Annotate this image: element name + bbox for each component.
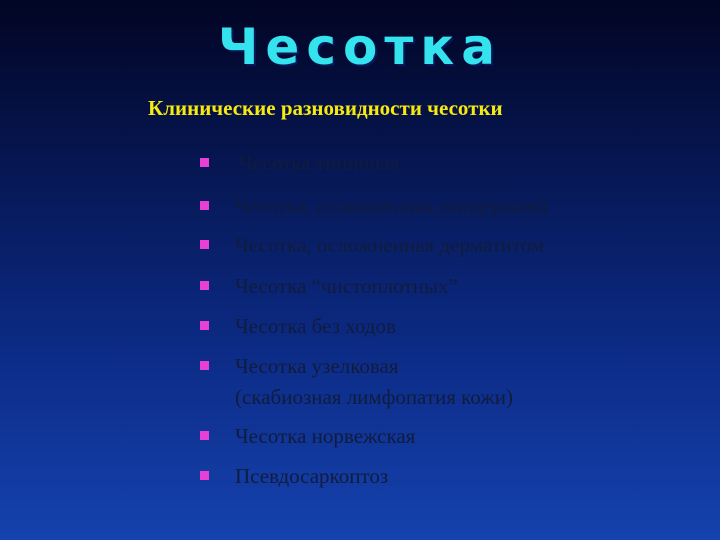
square-bullet-icon (200, 158, 209, 167)
slide-title: Чесотка (218, 18, 502, 76)
square-bullet-icon (200, 321, 209, 330)
list-item-text-continuation: (скабиозная лимфопатия кожи) (235, 385, 514, 409)
slide-subtitle: Клинические разновидности чесотки (148, 96, 503, 120)
list-item-text: Чесотка без ходов (235, 314, 396, 338)
list-item-text: Чесотка, осложненная дерматитом (235, 233, 545, 257)
square-bullet-icon (200, 201, 209, 210)
list-item-text: Чесотка узелковая (235, 354, 399, 378)
list-item-text: Чесотка типичная (239, 151, 400, 175)
square-bullet-icon (200, 431, 209, 440)
list-item-text: Псевдосаркоптоз (235, 464, 389, 488)
square-bullet-icon (200, 240, 209, 249)
list-item-text: Чесотка, осложненная пиодермией (235, 194, 548, 218)
list-item-text: Чесотка “чистоплотных” (235, 274, 458, 298)
square-bullet-icon (200, 281, 209, 290)
square-bullet-icon (200, 471, 209, 480)
list-item-text: Чесотка норвежская (235, 424, 416, 448)
square-bullet-icon (200, 361, 209, 370)
